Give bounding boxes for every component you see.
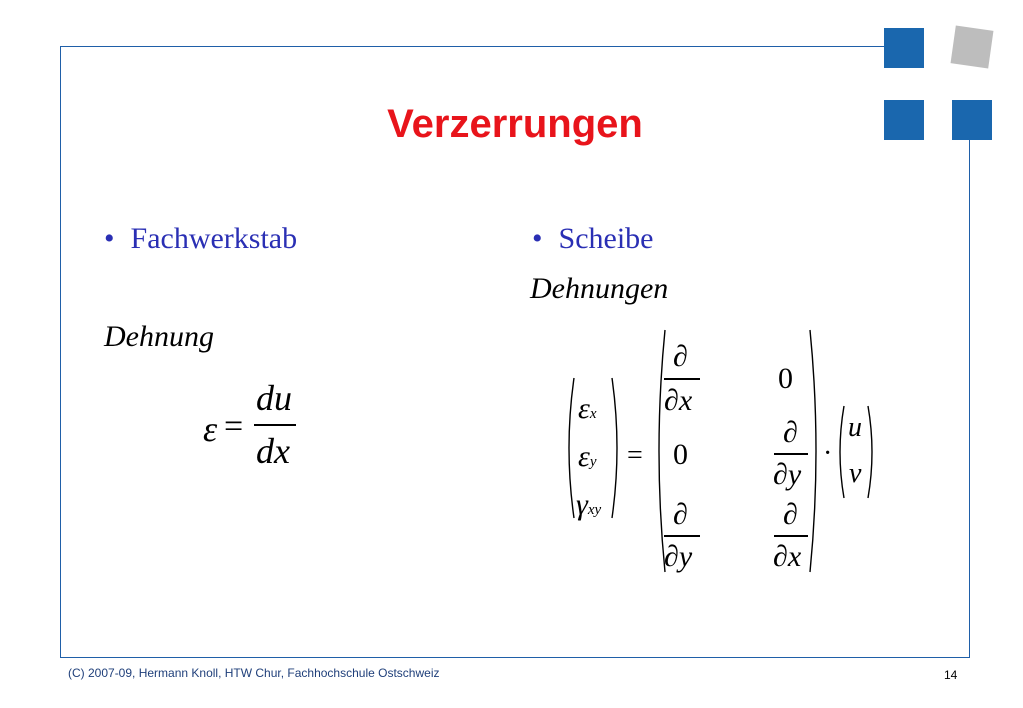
matrix-r1c1-bar (664, 378, 700, 380)
bullet-fachwerkstab (104, 222, 297, 256)
matrix-right-paren (808, 330, 824, 572)
frame-top-line (60, 46, 892, 47)
frame-bottom-line (60, 657, 970, 658)
matrix-dot: · (823, 438, 833, 469)
matrix-r1c1-den: ∂x (664, 384, 693, 417)
bullet-dot: • (104, 222, 115, 255)
matrix-r3c1-den: ∂y (664, 540, 693, 573)
matrix-r2c2-bar (774, 453, 808, 455)
matrix-r3c1-bar (664, 535, 700, 537)
label-dehnung: Dehnung (104, 320, 214, 353)
matrix-r2c2-num: ∂ (783, 416, 798, 449)
displacement-right-paren (866, 406, 878, 498)
displacement-v: v (849, 458, 862, 489)
displacement-left-paren (834, 406, 846, 498)
vector-right-paren (610, 378, 624, 518)
matrix-r3c2-den: ∂x (773, 540, 802, 573)
bullet-scheibe (532, 222, 653, 256)
matrix-r2c2-den: ∂y (773, 458, 802, 491)
formula-denominator: dx (256, 431, 290, 471)
matrix-r3c1-num: ∂ (673, 498, 688, 531)
strain-eps-y: εy (578, 440, 597, 473)
matrix-r3c2-num: ∂ (783, 498, 798, 531)
label-dehnungen: Dehnungen (530, 272, 669, 305)
bullet-text: Fachwerkstab (130, 222, 298, 255)
bullet-text: Scheibe (558, 222, 654, 255)
formula-fraction-bar (254, 424, 296, 426)
footer-copyright: (C) 2007-09, Hermann Knoll, HTW Chur, Fachhochschule Ostschweiz (68, 666, 440, 680)
formula-numerator: du (256, 378, 292, 418)
formula-equals: = (224, 408, 244, 445)
logo-square-gray (951, 26, 994, 69)
bullet-dot: • (532, 222, 543, 255)
displacement-u: u (848, 412, 862, 443)
slide-title: Verzerrungen (387, 102, 643, 146)
formula-epsilon: ε (203, 409, 218, 449)
logo-square-blue-top (884, 28, 924, 68)
matrix-r3c2-bar (774, 535, 808, 537)
matrix-r1c1-num: ∂ (673, 340, 688, 373)
matrix-r1c2-zero: 0 (778, 362, 793, 395)
strain-gamma-xy: γxy (576, 488, 602, 521)
page-number: 14 (944, 668, 958, 682)
frame-right-line (969, 140, 970, 658)
vector-left-paren (562, 378, 576, 518)
strain-eps-x: εx (578, 392, 597, 425)
matrix-r2c1-zero: 0 (673, 438, 688, 471)
matrix-equals: = (627, 440, 643, 471)
